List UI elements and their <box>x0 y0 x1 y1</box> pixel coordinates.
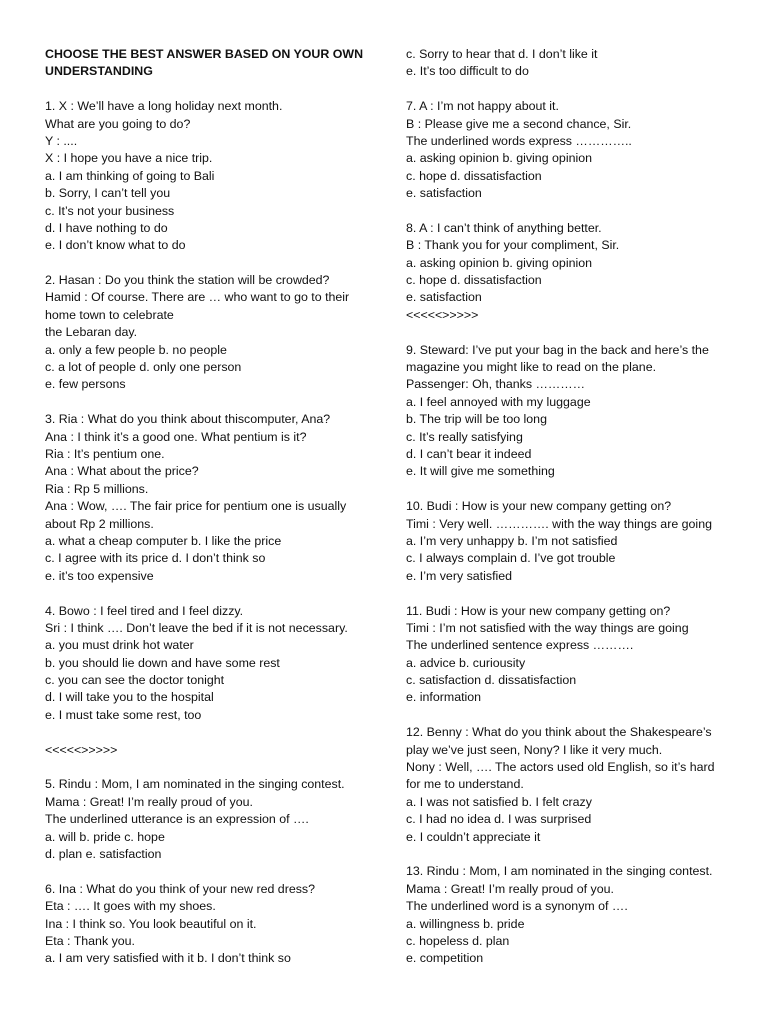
right-column <box>406 46 736 968</box>
text-line: c. hope d. dissatisfaction <box>406 168 542 183</box>
question-block <box>406 220 736 324</box>
text-line: c. I had no idea d. I was surprised <box>406 812 592 827</box>
text-line: Timi : I’m not satisfied with the way things are going <box>406 620 689 635</box>
text-line: 5. Rindu : Mom, I am nominated in the singing contest. <box>45 777 345 792</box>
text-line: 6. Ina : What do you think of your new red dress? <box>45 881 315 896</box>
text-line: home town to celebrate <box>45 307 174 322</box>
text-line: Hamid : Of course. There are … who want to go to their <box>45 290 350 305</box>
text-line: e. It’s too difficult to do <box>406 64 529 79</box>
text-line: The underlined sentence express ………. <box>406 638 634 653</box>
text-line: Passenger: Oh, thanks ………… <box>406 377 586 392</box>
text-line: b. you should lie down and have some rest <box>45 655 280 670</box>
text-line: Nony : Well, …. The actors used old English, so it’s hard <box>406 760 715 775</box>
text-line: e. information <box>406 690 482 705</box>
text-line: 10. Budi : How is your new company getting on? <box>406 499 672 514</box>
text-line: 7. A : I’m not happy about it. <box>406 99 559 114</box>
text-line: play we’ve just seen, Nony? I like it very much. <box>406 742 663 757</box>
text-line: Mama : Great! I’m really proud of you. <box>406 881 614 896</box>
text-line: CHOOSE THE BEST ANSWER BASED ON YOUR OWN <box>45 47 364 61</box>
text-line: b. Sorry, I can’t tell you <box>45 186 171 201</box>
text-line: Ria : It’s pentium one. <box>45 446 165 461</box>
text-line: magazine you might like to read on the plane. <box>406 360 657 375</box>
text-line: e. it’s too expensive <box>45 568 154 583</box>
question-block <box>406 603 736 707</box>
text-line: Ria : Rp 5 millions. <box>45 481 149 496</box>
text-line: a. advice b. curiousity <box>406 655 526 670</box>
text-line: d. plan e. satisfaction <box>45 846 162 861</box>
left-column <box>45 46 375 968</box>
text-line: Mama : Great! I’m really proud of you. <box>45 794 253 809</box>
text-line: c. I agree with its price d. I don’t think so <box>45 551 266 566</box>
text-line: 1. X : We’ll have a long holiday next month. <box>45 99 283 114</box>
text-line: a. I feel annoyed with my luggage <box>406 394 591 409</box>
text-line: 2. Hasan : Do you think the station will be crowded? <box>45 273 330 288</box>
text-line: a. asking opinion b. giving opinion <box>406 151 592 166</box>
text-line: e. It will give me something <box>406 464 555 479</box>
question-block <box>45 776 375 863</box>
text-line: d. I have nothing to do <box>45 220 168 235</box>
text-line: e. satisfaction <box>406 290 482 305</box>
text-line: c. Sorry to hear that d. I don’t like it <box>406 47 598 61</box>
text-line: The underlined utterance is an expression of …. <box>45 812 309 827</box>
text-line: a. willingness b. pride <box>406 916 525 931</box>
text-line: X : I hope you have a nice trip. <box>45 151 213 166</box>
text-line: e. I couldn’t appreciate it <box>406 829 541 844</box>
text-line: UNDERSTANDING <box>45 64 153 79</box>
text-line: a. you must drink hot water <box>45 638 194 653</box>
text-line: c. satisfaction d. dissatisfaction <box>406 673 577 688</box>
text-line: the Lebaran day. <box>45 325 138 340</box>
text-line: c. It’s really satisfying <box>406 429 523 444</box>
text-line: e. competition <box>406 951 484 966</box>
text-line: c. hope d. dissatisfaction <box>406 273 542 288</box>
text-line: Eta : …. It goes with my shoes. <box>45 899 216 914</box>
text-line: Eta : Thank you. <box>45 933 136 948</box>
text-line: e. I’m very satisfied <box>406 568 513 583</box>
question-block <box>45 603 375 725</box>
text-line: a. will b. pride c. hope <box>45 829 165 844</box>
question-block <box>406 498 736 585</box>
text-line: a. I am very satisfied with it b. I don’t think so <box>45 951 291 966</box>
text-line: c. I always complain d. I’ve got trouble <box>406 551 616 566</box>
text-line: c. hopeless d. plan <box>406 933 510 948</box>
text-line: 3. Ria : What do you think about thiscomputer, Ana? <box>45 412 331 427</box>
text-line: a. I’m very unhappy b. I’m not satisfied <box>406 533 618 548</box>
text-line: 8. A : I can’t think of anything better. <box>406 220 602 235</box>
text-line: a. asking opinion b. giving opinion <box>406 255 592 270</box>
question-block <box>45 98 375 255</box>
text-line: a. what a cheap computer b. I like the price <box>45 533 282 548</box>
text-line: The underlined word is a synonym of …. <box>406 899 628 914</box>
text-line: 4. Bowo : I feel tired and I feel dizzy. <box>45 603 244 618</box>
question-block <box>406 342 736 481</box>
text-line: b. The trip will be too long <box>406 412 547 427</box>
text-line: d. I can’t bear it indeed <box>406 446 532 461</box>
text-line: 9. Steward: I’ve put your bag in the back and here’s the <box>406 342 709 357</box>
text-line: c. It’s not your business <box>45 203 175 218</box>
text-line: e. I must take some rest, too <box>45 707 202 722</box>
text-line: e. satisfaction <box>406 186 482 201</box>
question-block <box>45 272 375 394</box>
text-line: c. a lot of people d. only one person <box>45 360 242 375</box>
text-line: Ana : I think it’s a good one. What pentium is it? <box>45 429 307 444</box>
text-line: e. few persons <box>45 377 126 392</box>
text-line: Timi : Very well. …………. with the way things are going <box>406 516 712 531</box>
text-line: Y : .... <box>45 133 78 148</box>
question-block <box>406 863 736 967</box>
text-line: a. I am thinking of going to Bali <box>45 168 215 183</box>
text-line: What are you going to do? <box>45 116 191 131</box>
text-line: 13. Rindu : Mom, I am nominated in the singing contest. <box>406 864 713 879</box>
text-line: <<<<<>>>>> <box>406 307 479 322</box>
text-line: Ina : I think so. You look beautiful on it. <box>45 916 257 931</box>
text-line: B : Please give me a second chance, Sir. <box>406 116 632 131</box>
text-line: Ana : Wow, …. The fair price for pentium one is usually <box>45 499 347 514</box>
question-block <box>45 742 375 759</box>
text-line: B : Thank you for your compliment, Sir. <box>406 238 620 253</box>
text-line: e. I don’t know what to do <box>45 238 186 253</box>
text-line: Sri : I think …. Don’t leave the bed if it is not necessary. <box>45 620 348 635</box>
text-line: 11. Budi : How is your new company getting on? <box>406 603 671 618</box>
text-line: a. only a few people b. no people <box>45 342 227 357</box>
worksheet-title <box>45 46 375 81</box>
text-line: The underlined words express ………….. <box>406 133 632 148</box>
question-block <box>406 46 736 81</box>
text-line: c. you can see the doctor tonight <box>45 673 225 688</box>
text-line: about Rp 2 millions. <box>45 516 154 531</box>
question-block <box>406 724 736 846</box>
text-line: d. I will take you to the hospital <box>45 690 214 705</box>
text-line: for me to understand. <box>406 777 524 792</box>
question-block <box>45 411 375 585</box>
question-block <box>406 98 736 202</box>
text-line: <<<<<>>>>> <box>45 742 118 757</box>
text-line: a. I was not satisfied b. I felt crazy <box>406 794 592 809</box>
question-block <box>45 881 375 968</box>
text-line: Ana : What about the price? <box>45 464 199 479</box>
text-line: 12. Benny : What do you think about the Shakespeare’s <box>406 725 712 740</box>
